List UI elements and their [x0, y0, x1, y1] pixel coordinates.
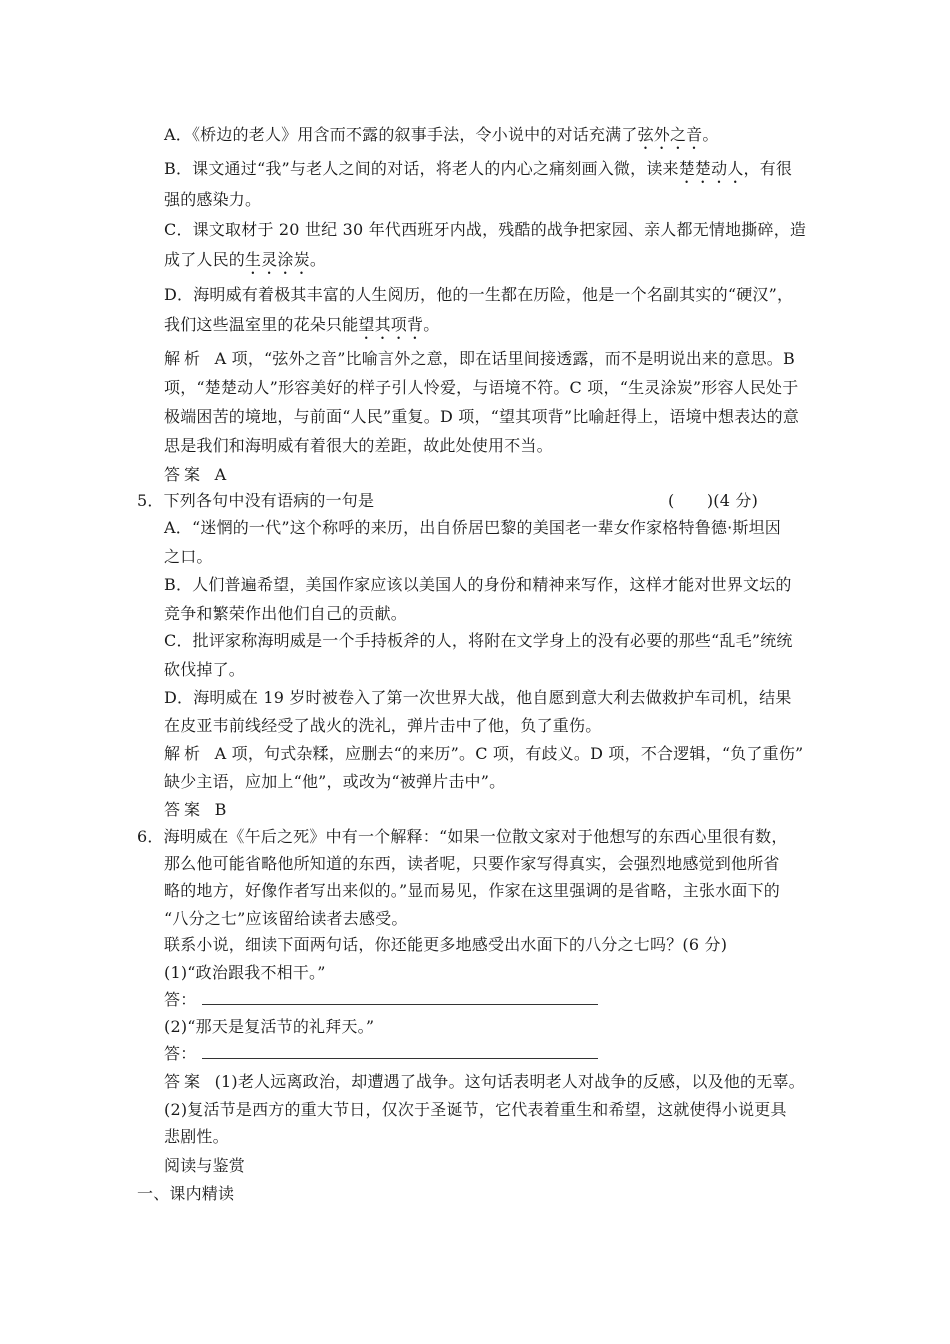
q4-answer	[164, 464, 226, 486]
q6-stem-line1: 6．海明威在《午后之死》中有一个解释：“如果一位散文家对于他想写的东西心里很有数，	[137, 827, 788, 846]
q5-answer	[164, 799, 227, 821]
q4-option-d-tail: 。	[423, 315, 440, 334]
q5-option-d-line2: 在皮亚韦前线经受了战火的洗礼，弹片击中了他，负了重伤。	[164, 716, 602, 735]
q4-option-a-tail: 。	[702, 125, 719, 144]
q6-answer-text: (1)老人远离政治，却遭遇了战争。这句话表明老人对战争的反感，以及他的无辜。	[214, 1072, 805, 1091]
q6-stem-line4: “八分之七”应该留给读者去感受。	[164, 909, 408, 928]
q5-option-b-line1: B．人们普遍希望，美国作家应该以美国人的身份和精神来写作，这样才能对世界文坛的	[164, 575, 792, 594]
q4-option-a	[164, 124, 719, 153]
q4-option-b-tail: ，有很	[743, 159, 793, 178]
q4-analysis-line4: 思是我们和海明威有着很大的差距，故此处使用不当。	[164, 436, 553, 455]
q4-analysis-line1	[164, 348, 795, 370]
q5-score: ( )(4 分)	[668, 491, 759, 510]
q4-option-c-emphasis: 生灵涂炭	[245, 250, 310, 269]
q4-option-a-emphasis: 弦外之音	[637, 125, 703, 144]
q4-analysis-text: A 项，“弦外之音”比喻言外之意，即在话里间接透露，而不是明说出来的意思。B	[214, 349, 795, 368]
q4-answer-label: 答案	[164, 465, 205, 484]
q4-option-b-line1	[164, 158, 792, 187]
q5-option-c-line2: 砍伐掉了。	[164, 660, 246, 679]
q4-option-c-tail: 。	[309, 250, 327, 269]
q6-sub-question-2: (2)“那天是复活节的礼拜天。”	[164, 1017, 375, 1036]
q4-option-d-emphasis: 望其项背	[358, 315, 424, 334]
q6-answer-line1	[164, 1071, 805, 1093]
q5-answer-value: B	[214, 800, 227, 819]
q4-option-d-text: 我们这些温室里的花朵只能	[164, 315, 359, 334]
q4-option-b-text: B．课文通过“我”与老人之间的对话，将老人的内心之痛刻画入微，读来	[164, 159, 679, 178]
section-subheading: 一、课内精读	[137, 1184, 235, 1203]
q5-option-a-line2: 之口。	[164, 547, 213, 566]
q6-stem-line2: 那么他可能省略他所知道的东西，读者呢，只要作家写得真实，会强烈地感觉到他所省	[164, 854, 780, 873]
q4-option-a-text: A．《桥边的老人》用含而不露的叙事手法，令小说中的对话充满了	[164, 125, 638, 144]
q4-option-d-line1: D．海明威有着极其丰富的人生阅历，他的一生都在历险，他是一个名副其实的“硬汉”，	[164, 285, 794, 304]
q4-analysis-label: 解析	[164, 349, 205, 368]
q4-analysis-line3: 极端困苦的境地，与前面“人民”重复。D 项，“望其项背”比喻赶得上，语境中想表达的意	[164, 407, 800, 426]
q4-option-b-line2: 强的感染力。	[164, 190, 262, 209]
q5-analysis-text: A 项，句式杂糅，应删去“的来历”。C 项，有歧义。D 项，不合逻辑，“负了重伤”	[214, 744, 804, 763]
q5-option-b-line2: 竞争和繁荣作出他们自己的贡献。	[164, 604, 408, 623]
q6-sub-question-1: (1)“政治跟我不相干。”	[164, 963, 326, 982]
q5-option-c-line1: C．批评家称海明威是一个手持板斧的人，将附在文学身上的没有必要的那些“乱毛”统统	[164, 631, 793, 650]
q5-option-a-line1: A．“迷惘的一代”这个称呼的来历，出自侨居巴黎的美国老一辈女作家格特鲁德·斯坦因	[164, 518, 782, 537]
q6-answer-prefix-2: 答：	[164, 1044, 197, 1063]
q6-answer-blank-2[interactable]	[202, 1044, 598, 1059]
q6-stem-line3: 略的地方，好像作者写出来似的。”显而易见，作家在这里强调的是省略，主张水面下的	[164, 881, 780, 900]
q6-answer-line3: 悲剧性。	[164, 1127, 229, 1146]
q6-answer-line2: (2)复活节是西方的重大节日，仅次于圣诞节，它代表着重生和希望，这就使得小说更具	[164, 1100, 787, 1119]
q5-option-d-line1: D．海明威在 19 岁时被卷入了第一次世界大战，他自愿到意大利去做救护车司机，结果	[164, 688, 792, 707]
q5-stem: 5．下列各句中没有语病的一句是	[137, 491, 375, 510]
q4-answer-value: A	[214, 465, 227, 484]
q6-answer-prefix-1: 答：	[164, 990, 197, 1009]
q4-option-c-line2	[164, 249, 326, 278]
q5-analysis-line1	[164, 743, 803, 765]
q5-analysis-label: 解析	[164, 744, 205, 763]
q4-option-c-line1: C．课文取材于 20 世纪 30 年代西班牙内战，残酷的战争把家园、亲人都无情地撕碎，造	[164, 220, 807, 239]
q4-option-d-line2	[164, 314, 439, 343]
q5-answer-label: 答案	[164, 800, 205, 819]
q6-answer-line-1	[164, 989, 598, 1011]
q4-option-b-emphasis: 楚楚动人	[678, 159, 744, 178]
q4-analysis-line2: 项，“楚楚动人”形容美好的样子引人怜爱，与语境不符。C 项，“生灵涂炭”形容人民处于	[164, 378, 799, 397]
q6-answer-label: 答案	[164, 1072, 205, 1091]
q6-answer-line-2	[164, 1043, 598, 1065]
q6-answer-blank-1[interactable]	[202, 990, 598, 1005]
q5-analysis-line2: 缺少主语，应加上“他”，或改为“被弹片击中”。	[164, 772, 506, 791]
q4-option-c-text: 成了人民的	[164, 250, 246, 269]
section-heading: 阅读与鉴赏	[164, 1156, 246, 1175]
q6-prompt: 联系小说，细读下面两句话，你还能更多地感受出水面下的八分之七吗？(6 分)	[164, 935, 728, 954]
